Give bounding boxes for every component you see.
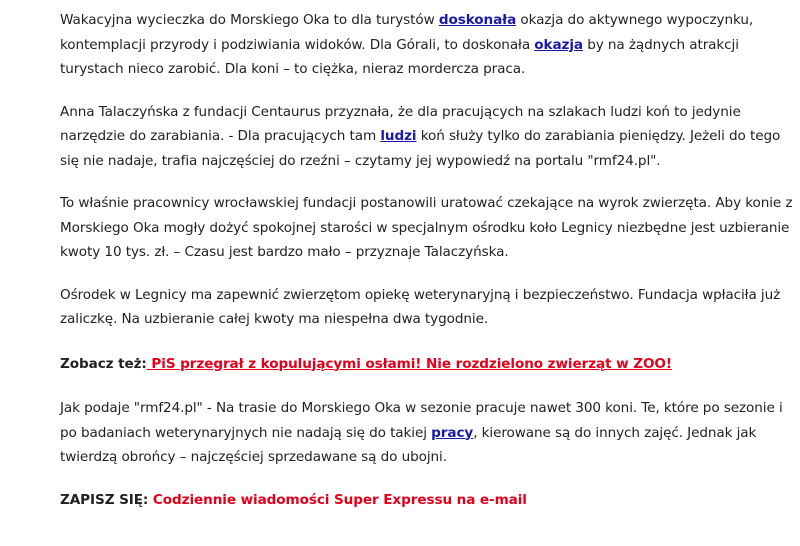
link-pracy[interactable]: pracy: [431, 424, 474, 441]
subscribe-link[interactable]: Codziennie wiadomości Super Expressu na e-mail: [148, 491, 527, 508]
subscribe: [60, 488, 795, 513]
paragraph-text: , kierowane są do innych zajęć. Jednak jak twierdzą obrońcy – najczęściej sprzedawane są do ubojni.: [60, 424, 757, 465]
paragraph-foundation: To właśnie pracownicy wrocławskiej fundacji postanowili uratować czekające na wyrok zwierzęta. Aby konie z Morskiego Oka mogły dożyć spokojnej starości w specjalnym ośrodku koło Legnicy niezbędne jest uzbieranie kwoty 10 tys. zł. – Czasu jest bardzo mało – przyznaje Talaczyńska.: [60, 195, 793, 260]
article-body: [60, 8, 795, 530]
link-doskonala[interactable]: doskonała: [438, 12, 517, 28]
paragraph-text: Jak podaje "rmf24.pl" - Na trasie do Morskiego Oka w sezonie pracuje nawet 300 koni. Te, które po sezonie i po badaniach weterynaryjnych nie nadają się do takiej: [60, 400, 783, 441]
see-also-link[interactable]: PiS przegrał z kopulującymi osłami! Nie rozdzielono zwierząt w ZOO!: [146, 355, 672, 372]
paragraph-text: okazja do aktywnego wypoczynku, kontemplacji przyrody i podziwiania widoków. Dla Górali, to doskonała: [60, 12, 754, 53]
paragraph-intro: [60, 8, 795, 82]
see-also-label: Zobacz też:: [60, 355, 147, 372]
paragraph-text: koń służy tylko do zarabiania pieniędzy. Jeżeli do tego się nie nadaje, trafia najczęściej do rzeźni – czytamy jej wypowiedź na portalu "rmf24.pl".: [60, 128, 781, 169]
link-okazja[interactable]: okazja: [534, 36, 583, 53]
see-also: [60, 352, 795, 377]
paragraph-text: by na żądnych atrakcji turystach nieco zarobić. Dla koni – to ciężka, nieraz mordercza praca.: [60, 36, 739, 77]
paragraph-rmf: [60, 396, 795, 470]
paragraph-text: Anna Talaczyńska z fundacji Centaurus przyznała, że dla pracujących na szlakach ludzi koń to jedynie narzędzie do zarabiania. - Dla pracujących tam: [60, 103, 741, 144]
paragraph-quote: [60, 100, 795, 174]
subscribe-label: ZAPISZ SIĘ:: [60, 491, 149, 508]
paragraph-legnica: Ośrodek w Legnicy ma zapewnić zwierzętom opiekę weterynaryjną i bezpieczeństwo. Fundacja wpłaciła już zaliczkę. Na uzbieranie całej kwoty ma niespełna dwa tygodnie.: [60, 286, 781, 327]
link-ludzi[interactable]: ludzi: [380, 128, 417, 144]
paragraph-text: Wakacyjna wycieczka do Morskiego Oka to dla turystów: [60, 12, 439, 28]
